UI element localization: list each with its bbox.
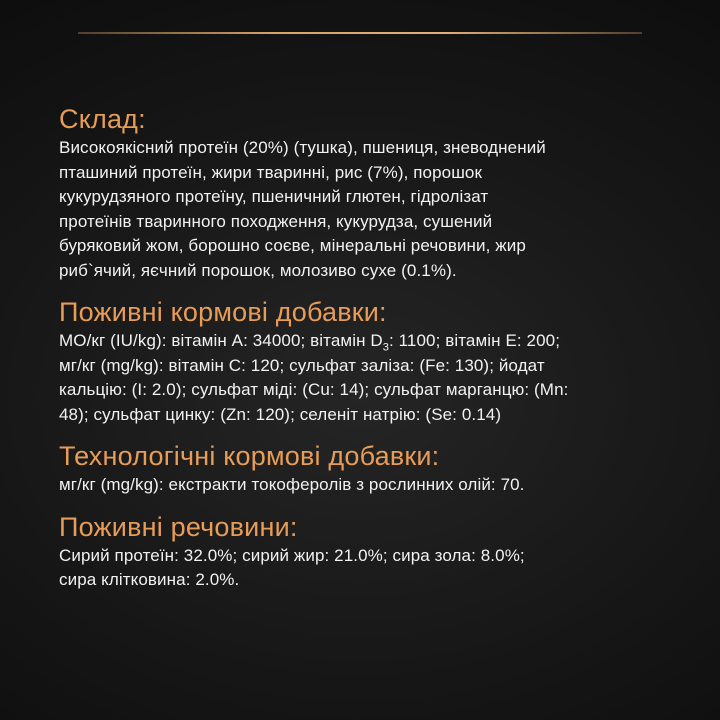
additives-line: 48); сульфат цинку: (Zn: 120); селеніт натрію: (Se: 0.14) <box>59 404 502 424</box>
composition-heading: Склад: <box>59 104 146 134</box>
nutrients-text <box>59 544 699 593</box>
nutritional-additives-section <box>59 296 699 427</box>
additives-line-pre: МО/кг (IU/kg): вітамін А: 34000; вітамін D <box>59 331 383 350</box>
technological-additives-section <box>59 440 699 498</box>
composition-line: пташиний протеїн, жири тваринні, рис (7%), порошок <box>59 162 483 182</box>
tech-additives-line: мг/кг (mg/kg): екстракти токоферолів з рослинних олій: 70. <box>59 475 525 494</box>
composition-text <box>59 136 699 283</box>
nutritional-additives-text <box>59 329 699 427</box>
additives-line: кальцію: (I: 2.0); сульфат міді: (Cu: 14); сульфат марганцю: (Mn: <box>59 380 569 399</box>
composition-line: Високоякісний протеїн (20%) (тушка), пшениця, зневоднений <box>59 138 546 157</box>
nutrients-line: Сирий протеїн: 32.0%; сирий жир: 21.0%; сира зола: 8.0%; <box>59 545 525 565</box>
label-content <box>59 103 699 593</box>
nutrients-heading: Поживні речовини: <box>59 511 298 542</box>
additives-line-post: : 1100; вітамін Е: 200; <box>388 331 561 350</box>
composition-section <box>59 103 699 283</box>
composition-line: буряковий жом, борошно соєве, мінеральні речовини, жир <box>59 236 526 255</box>
nutrients-line: сира клітковина: 2.0%. <box>59 570 240 589</box>
nutritional-additives-heading: Поживні кормові добавки: <box>59 297 387 327</box>
vitamin-d-subscript: 3 <box>382 341 389 354</box>
composition-line: риб`ячий, яєчний порошок, молозиво сухе (0.1%). <box>59 260 457 280</box>
technological-additives-heading: Технологічні кормові добавки: <box>59 441 440 471</box>
nutrients-section <box>59 511 699 593</box>
additives-line: мг/кг (mg/kg): вітамін С: 120; сульфат заліза: (Fe: 130); йодат <box>59 355 545 375</box>
composition-line: кукурудзяного протеїну, пшеничний глютен, гідролізат <box>59 187 489 206</box>
technological-additives-text <box>59 473 699 498</box>
gold-divider <box>78 32 642 34</box>
composition-line: протеїнів тваринного походження, кукурудза, сушений <box>59 211 493 231</box>
